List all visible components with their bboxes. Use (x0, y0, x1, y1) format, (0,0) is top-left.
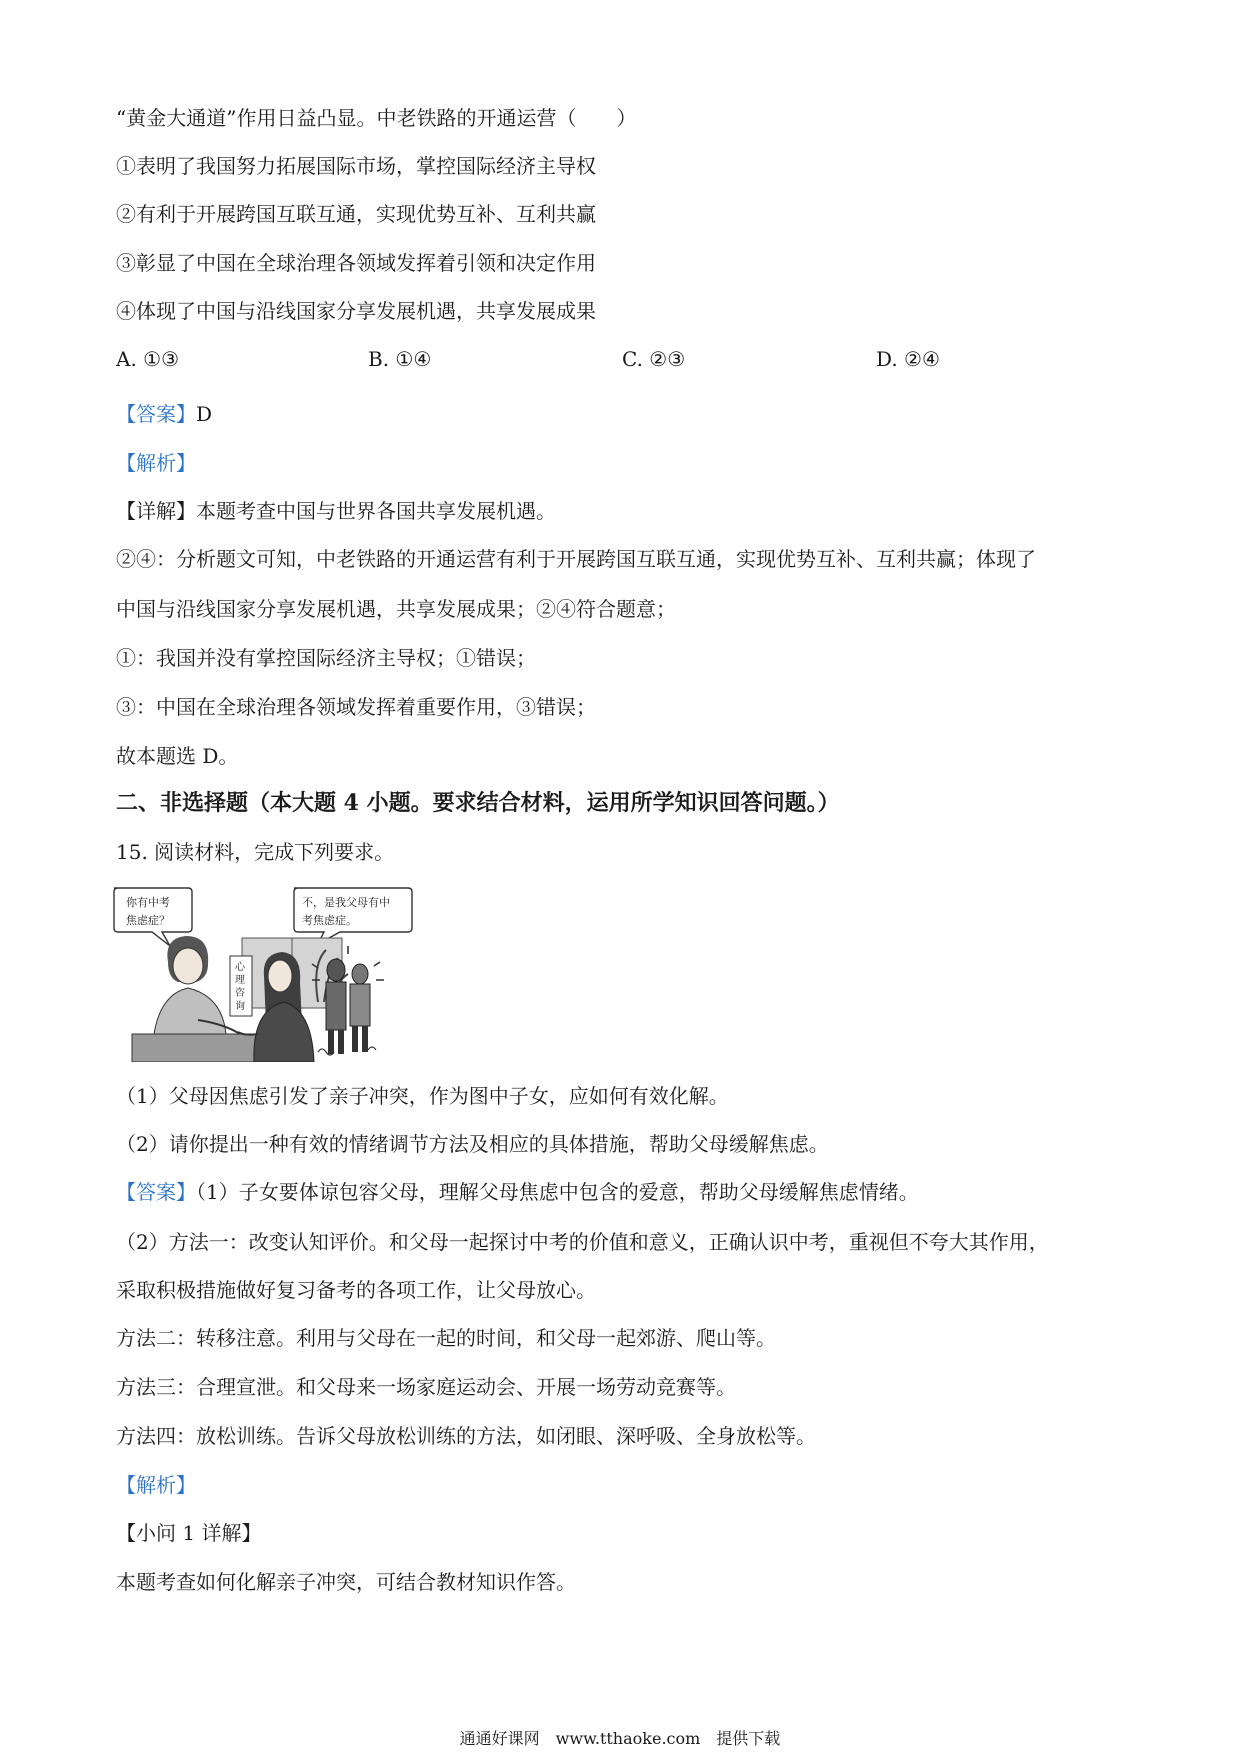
conclusion-line: 故本题选 D。 (116, 744, 239, 768)
explanation-line: 本题考查如何化解亲子冲突，可结合教材知识作答。 (116, 1570, 576, 1594)
section-heading: 二、非选择题（本大题 4 小题。要求结合材料，运用所学知识回答问题。） (116, 790, 840, 816)
analysis-tag: 【解析】 (116, 451, 196, 475)
method-2: 方法二：转移注意。利用与父母在一起的时间，和父母一起郊游、爬山等。 (116, 1326, 776, 1350)
explanation-line: ②④：分析题文可知，中老铁路的开通运营有利于开展跨国互联互通，实现优势互补、互利共赢；体现了 (116, 547, 1036, 571)
svg-text:焦虑症？: 焦虑症？ (126, 914, 170, 927)
stem-line: “黄金大通道”作用日益凸显。中老铁路的开通运营（ ） (116, 106, 637, 130)
explanation-line: ①：我国并没有掌控国际经济主导权；①错误； (116, 646, 536, 670)
counseling-sign (230, 956, 252, 1016)
answer-value: D (196, 402, 213, 426)
svg-text:咨: 咨 (235, 988, 245, 999)
option-b: B. ①④ (368, 347, 432, 371)
cartoon-illustration (112, 884, 416, 1062)
sub-question-2: （2）请你提出一种有效的情绪调节方法及相应的具体措施，帮助父母缓解焦虑。 (116, 1132, 829, 1156)
answer-line-15 (116, 1179, 919, 1205)
method-3: 方法三：合理宣泄。和父母来一场家庭运动会、开展一场劳动竞赛等。 (116, 1375, 736, 1399)
svg-text:你有中考: 你有中考 (126, 896, 170, 909)
answer-text: （1）子女要体谅包容父母，理解父母焦虑中包含的爱意，帮助父母缓解焦虑情绪。 (196, 1180, 919, 1204)
question-15-stem: 15. 阅读材料，完成下列要求。 (116, 840, 395, 864)
option-a: A. ①③ (116, 347, 180, 371)
method-4: 方法四：放松训练。告诉父母放松训练的方法，如闭眼、深呼吸、全身放松等。 (116, 1424, 816, 1448)
sub-question-1: （1）父母因焦虑引发了亲子冲突，作为图中子女，应如何有效化解。 (116, 1084, 729, 1108)
statement-2: ②有利于开展跨国互联互通，实现优势互补、互利共赢 (116, 202, 596, 226)
detail-line: 【详解】本题考查中国与世界各国共享发展机遇。 (116, 499, 556, 523)
page-footer: 通通好课网 www.tthaoke.com 提供下载 (459, 1729, 781, 1748)
svg-text:不，是我父母有中: 不，是我父母有中 (302, 896, 390, 909)
svg-text:理: 理 (235, 975, 245, 986)
svg-text:心: 心 (235, 962, 245, 973)
option-d: D. ②④ (876, 347, 940, 371)
statement-1: ①表明了我国努力拓展国际市场，掌控国际经济主导权 (116, 154, 596, 178)
svg-text:考焦虑症。: 考焦虑症。 (302, 914, 357, 927)
answer-line-14 (116, 401, 212, 427)
answer-tag: 【答案】 (116, 1180, 196, 1204)
statement-3: ③彰显了中国在全球治理各领域发挥着引领和决定作用 (116, 251, 596, 275)
explanation-line: ③：中国在全球治理各领域发挥着重要作用，③错误； (116, 695, 596, 719)
sub-detail-heading: 【小问 1 详解】 (116, 1521, 262, 1545)
answer-tag: 【答案】 (116, 402, 196, 426)
option-c: C. ②③ (622, 347, 686, 371)
answer-text: 采取积极措施做好复习备考的各项工作，让父母放心。 (116, 1278, 596, 1302)
answer-text: （2）方法一：改变认知评价。和父母一起探讨中考的价值和意义，正确认识中考，重视但不夸大其作用， (116, 1230, 1049, 1254)
analysis-tag: 【解析】 (116, 1473, 196, 1497)
statement-4: ④体现了中国与沿线国家分享发展机遇，共享发展成果 (116, 299, 596, 323)
svg-text:询: 询 (235, 1001, 245, 1012)
explanation-line: 中国与沿线国家分享发展机遇，共享发展成果；②④符合题意； (116, 597, 676, 621)
